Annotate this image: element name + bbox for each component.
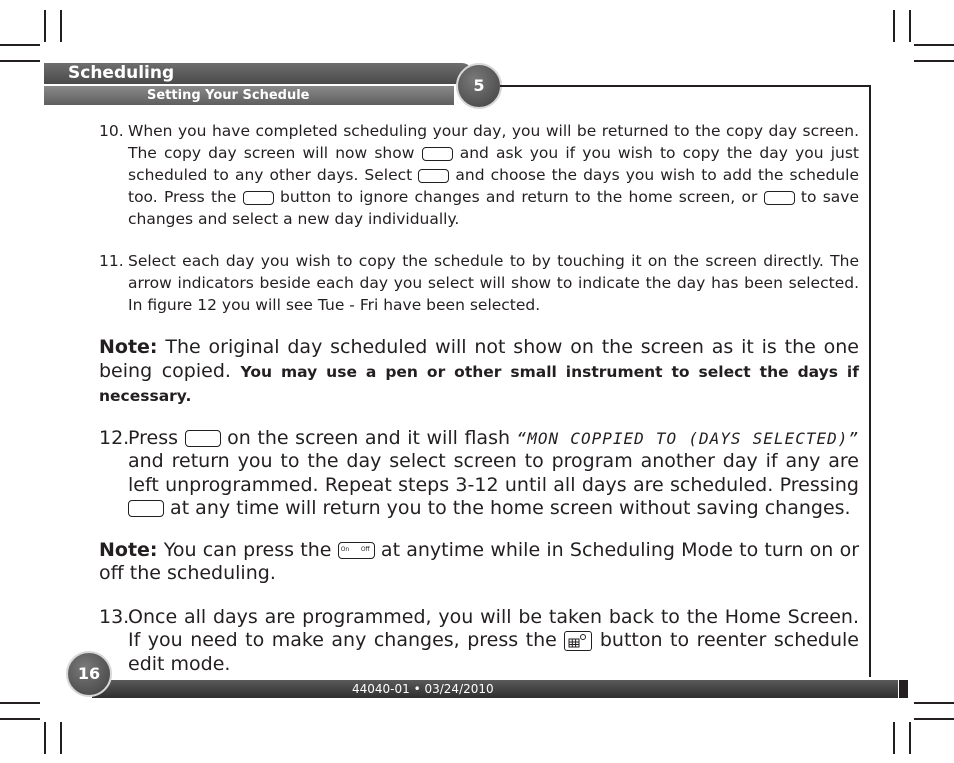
- step-text: and ask you if you wish to copy the day you just scheduled to any other days. Select: [128, 144, 859, 184]
- on-label: On: [340, 545, 350, 553]
- step-text: button to ignore changes and return to the home screen, or: [280, 188, 758, 206]
- note-text: You can press the: [163, 538, 332, 561]
- crop-mark: [60, 722, 62, 754]
- note-label: Note:: [99, 336, 158, 358]
- crop-mark: [44, 722, 46, 754]
- on-off-button-icon: [338, 542, 375, 559]
- step-10: [99, 120, 859, 230]
- step-number: 10.: [99, 122, 124, 140]
- note-1: [99, 336, 859, 409]
- step-text: and return you to the day select screen to program another day if any are left unprogrammed. Repeat steps 3-12 until all days are scheduled. Pressing: [128, 450, 859, 496]
- note-2: [99, 539, 859, 586]
- footer-bar: [92, 680, 898, 698]
- blank-button-icon: [418, 169, 449, 183]
- step-number: 11.: [99, 252, 124, 270]
- crop-mark: [0, 60, 40, 62]
- step-text: button to reenter schedule edit mode.: [128, 629, 859, 675]
- crop-mark: [0, 702, 40, 704]
- step-text: When you have completed scheduling your day, you will be returned to the copy day screen. The copy day screen will now show: [128, 122, 859, 162]
- step-12: [99, 427, 859, 521]
- crop-mark: [914, 718, 954, 720]
- section-title: Scheduling: [68, 63, 175, 83]
- crop-mark: [0, 44, 40, 46]
- crop-mark: [914, 702, 954, 704]
- step-number: 13.: [99, 605, 130, 628]
- footer-bar-end: [899, 680, 908, 698]
- instructions-body: [99, 120, 859, 676]
- frame-rule-top: [500, 85, 871, 87]
- blank-button-icon: [243, 191, 274, 205]
- blank-button-icon: [422, 147, 453, 161]
- calendar-schedule-icon: [564, 631, 592, 651]
- step-text: and choose the days you wish to add the schedule too. Press the: [128, 166, 859, 206]
- step-number: 12.: [99, 426, 130, 449]
- note-text: The original day scheduled will not show on the screen as it is the one being copied.: [99, 336, 859, 382]
- step-text: Press: [128, 426, 179, 449]
- step-text: at any time will return you to the home screen without saving changes.: [170, 497, 851, 519]
- step-text: on the screen and it will flash: [227, 426, 511, 449]
- lcd-message: “MON COPPIED TO (DAYS SELECTED)”: [516, 428, 859, 448]
- crop-mark: [60, 10, 62, 42]
- crop-mark: [893, 722, 895, 754]
- section-subtitle: Setting Your Schedule: [147, 88, 310, 103]
- section-number-badge: 5: [456, 63, 502, 109]
- step-text: to save changes and select a new day individually.: [128, 188, 860, 228]
- crop-mark: [0, 718, 40, 720]
- note-text: at anytime while in Scheduling Mode to turn on or off the scheduling.: [99, 538, 860, 584]
- frame-rule-right: [869, 85, 871, 677]
- blank-button-icon: [185, 430, 221, 447]
- blank-button-icon: [764, 191, 795, 205]
- note-emphasis: You may use a pen or other small instrument to select the days if necessary.: [99, 362, 859, 405]
- page-number-badge: 16: [66, 651, 112, 697]
- step-13: [99, 606, 859, 677]
- crop-mark: [914, 60, 954, 62]
- step-text: Select each day you wish to copy the schedule to by touching it on the screen directly. The arrow indicators beside each day you select will show to indicate the day has been selected. In figure 12 you will see Tue - Fri have been selected.: [128, 252, 859, 314]
- blank-button-icon: [128, 500, 164, 517]
- crop-mark: [909, 10, 911, 42]
- off-label: Off: [360, 545, 370, 553]
- document-code: 44040-01 • 03/24/2010: [352, 682, 494, 696]
- note-label: Note:: [99, 538, 158, 561]
- crop-mark: [893, 10, 895, 42]
- crop-mark: [914, 44, 954, 46]
- step-text: Once all days are programmed, you will be taken back to the Home Screen. If you need to make any changes, press the: [128, 605, 859, 651]
- step-11: [99, 250, 859, 316]
- crop-mark: [909, 722, 911, 754]
- crop-mark: [44, 10, 46, 42]
